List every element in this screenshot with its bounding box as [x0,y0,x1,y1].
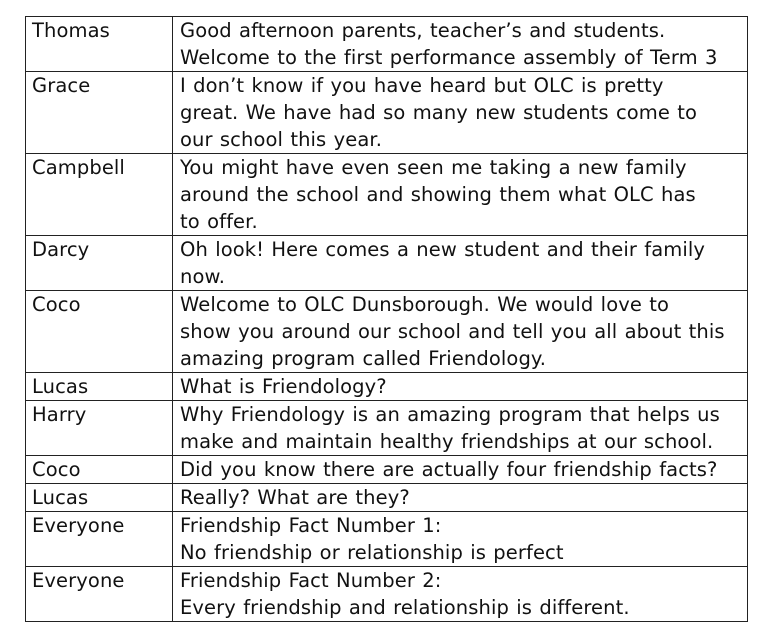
dialogue-cell [173,373,748,401]
dialogue-cell [173,291,748,373]
dialogue-cell [173,512,748,567]
dialogue-line: You might have even seen me taking a new family [180,156,687,179]
dialogue-cell [173,484,748,512]
speaker-name: Lucas [26,484,173,512]
dialogue-line: our school this year. [180,128,383,151]
speaker-name: Campbell [26,154,173,236]
dialogue-line: Did you know there are actually four friendship facts? [180,458,718,481]
dialogue-line: Welcome to OLC Dunsborough. We would love to [180,293,670,316]
script-row [26,291,748,373]
dialogue-line: I don’t know if you have heard but OLC is pretty [180,74,664,97]
dialogue-line: Friendship Fact Number 2: [180,569,442,592]
dialogue-cell [173,17,748,72]
script-row [26,512,748,567]
script-row [26,72,748,154]
speaker-name: Grace [26,72,173,154]
dialogue-line: No friendship or relationship is perfect [180,541,564,564]
dialogue-line: amazing program called Friendology. [180,347,547,370]
dialogue-line: Every friendship and relationship is different. [180,596,630,619]
dialogue-line: Really? What are they? [180,486,410,509]
script-row [26,373,748,401]
script-row [26,456,748,484]
script-row [26,567,748,622]
dialogue-line: now. [180,265,226,288]
dialogue-line: around the school and showing them what OLC has [180,183,696,206]
dialogue-line: Good afternoon parents, teacher’s and students. [180,19,666,42]
dialogue-line: Welcome to the first performance assembly of Term 3 [180,46,718,69]
dialogue-cell [173,401,748,456]
dialogue-line: What is Friendology? [180,375,387,398]
dialogue-line: to offer. [180,210,258,233]
speaker-name: Lucas [26,373,173,401]
speaker-name: Coco [26,291,173,373]
dialogue-line: show you around our school and tell you all about this [180,320,725,343]
script-row [26,236,748,291]
dialogue-cell [173,456,748,484]
dialogue-line: Oh look! Here comes a new student and their family [180,238,706,261]
dialogue-line: make and maintain healthy friendships at our school. [180,430,714,453]
dialogue-cell [173,72,748,154]
script-table [25,16,748,622]
dialogue-line: Friendship Fact Number 1: [180,514,442,537]
speaker-name: Everyone [26,567,173,622]
dialogue-cell [173,236,748,291]
script-table-body [26,17,748,622]
script-row [26,401,748,456]
dialogue-cell [173,154,748,236]
speaker-name: Thomas [26,17,173,72]
dialogue-cell [173,567,748,622]
speaker-name: Darcy [26,236,173,291]
script-row [26,17,748,72]
speaker-name: Everyone [26,512,173,567]
dialogue-line: great. We have had so many new students come to [180,101,698,124]
script-row [26,484,748,512]
speaker-name: Coco [26,456,173,484]
script-row [26,154,748,236]
speaker-name: Harry [26,401,173,456]
dialogue-line: Why Friendology is an amazing program that helps us [180,403,720,426]
